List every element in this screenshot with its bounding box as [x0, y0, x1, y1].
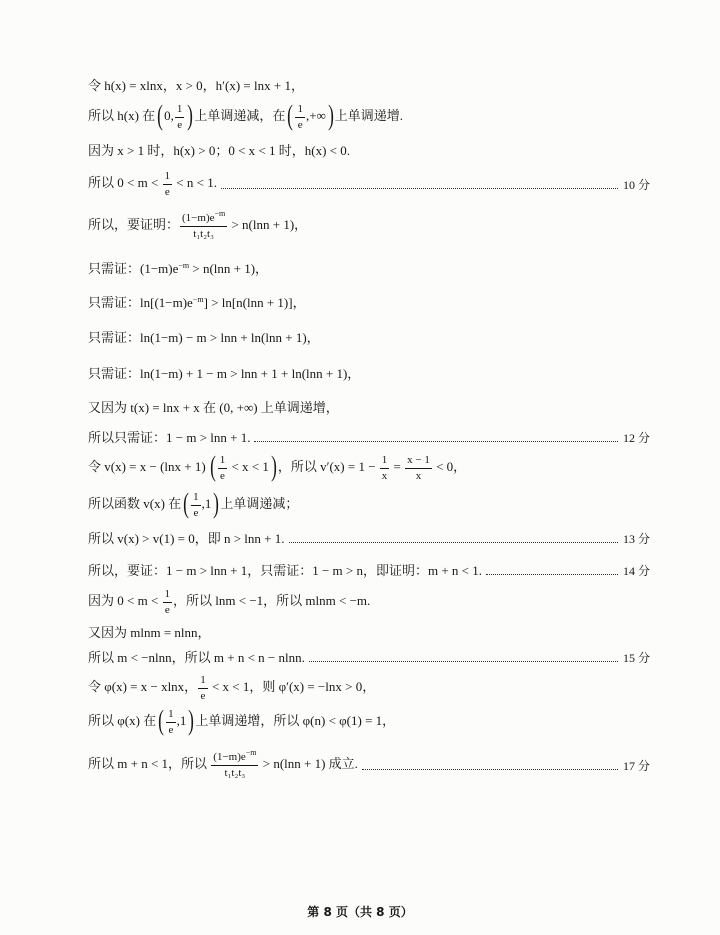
line-text: ，所以 v′(x) = 1 −	[277, 458, 379, 474]
fraction-numerator: 1	[380, 454, 390, 469]
score-label: 15 分	[622, 650, 650, 665]
line-text: ,1	[176, 712, 187, 728]
solution-line-16	[88, 587, 650, 617]
solution-line-13	[88, 490, 650, 520]
line-content	[88, 331, 320, 344]
line-content	[88, 208, 308, 240]
line-text: 上单调递增.	[334, 107, 404, 123]
fraction-numerator: 1	[166, 708, 176, 723]
fraction-numerator: 1	[198, 674, 208, 689]
solution-line-1	[88, 70, 650, 100]
dot-leader	[221, 188, 618, 189]
fraction-denominator: e	[164, 185, 170, 198]
line-content	[88, 144, 350, 157]
line-text: ,1	[201, 495, 212, 511]
fraction-denominator: e	[200, 689, 206, 702]
line-text: > n(lnn + 1)，	[228, 216, 308, 232]
fraction	[166, 708, 176, 736]
dot-leader	[362, 769, 618, 770]
line-text: 只需证：ln(1−m) − m > lnn + ln(lnn + 1)，	[88, 329, 320, 345]
line-text: 所以，要证明：	[88, 216, 180, 232]
line-content	[88, 367, 360, 380]
fraction-denominator: e	[193, 506, 199, 519]
solution-line-5	[88, 208, 650, 241]
line-text: 上单调递增，所以 φ(n) < φ(1) = 1，	[195, 712, 396, 728]
line-text: 令 φ(x) = x − xlnx，	[88, 678, 198, 694]
big-paren-right: )	[188, 705, 195, 737]
line-content	[88, 564, 482, 577]
big-paren-right: )	[187, 100, 194, 132]
line-text: 令 v(x) = x − (lnx + 1)	[88, 458, 206, 474]
line-text: 只需证：ln(1−m) + 1 − m > lnn + 1 + ln(lnn + 1)，	[88, 365, 361, 381]
fraction-denominator: e	[164, 603, 170, 616]
solution-line-19	[88, 673, 650, 703]
fraction-numerator	[211, 747, 258, 766]
fraction	[163, 170, 173, 198]
dot-leader	[309, 661, 618, 662]
line-text: =	[390, 458, 405, 474]
big-paren-right: )	[270, 451, 277, 483]
solution-line-10	[88, 392, 650, 422]
solution-line-6	[88, 253, 650, 283]
line-text: 上单调递减，在	[194, 107, 286, 123]
fraction-numerator: 1	[295, 103, 305, 118]
exponent: −m	[192, 294, 204, 304]
fraction-numerator: 1	[218, 454, 228, 469]
dot-leader	[486, 574, 618, 575]
big-paren-left: (	[287, 100, 294, 132]
line-content	[88, 451, 467, 483]
line-text: 0,	[164, 107, 174, 123]
line-text: 令 h(x) = xlnx，x > 0，h′(x) = lnx + 1，	[88, 77, 304, 93]
line-text: 所以 m < −nlnn，所以 m + n < n − nlnn.	[88, 649, 305, 665]
score-label: 17 分	[622, 758, 650, 773]
dot-leader	[289, 542, 618, 543]
line-text: > n(lnn + 1) 成立.	[259, 755, 358, 771]
line-content	[88, 626, 211, 639]
fraction	[191, 491, 201, 519]
line-text: 又因为 mlnm = nlnn，	[88, 624, 211, 640]
line-content	[88, 401, 339, 414]
line-content	[88, 651, 305, 664]
fraction	[380, 454, 390, 482]
fraction	[218, 454, 228, 482]
fraction-numerator	[180, 208, 227, 227]
line-content	[88, 588, 370, 616]
line-text: 又因为 t(x) = lnx + x 在 (0, +∞) 上单调递增，	[88, 399, 339, 415]
solution-line-11	[88, 422, 650, 452]
fraction	[175, 103, 185, 131]
fraction-denominator: e	[177, 118, 183, 131]
exponent: −m	[178, 260, 190, 270]
fraction-numerator: x − 1	[405, 454, 432, 469]
fraction	[211, 747, 258, 779]
solution-line-2	[88, 102, 650, 132]
fraction-numerator: 1	[163, 170, 173, 185]
line-content	[88, 532, 285, 545]
line-content	[88, 705, 396, 737]
line-content	[88, 431, 250, 444]
line-text: ,+∞	[305, 107, 326, 123]
solution-line-8	[88, 322, 650, 352]
numerator-text: (1−m)e	[213, 750, 246, 763]
big-paren-right: )	[213, 488, 220, 520]
line-content	[88, 674, 375, 702]
big-paren-left: (	[157, 100, 164, 132]
solution-line-4	[88, 169, 650, 199]
fraction	[163, 588, 173, 616]
page-footer: 第 8 页（共 8 页）	[307, 905, 413, 919]
line-content	[88, 100, 404, 132]
fraction	[198, 674, 208, 702]
line-text: < n < 1.	[173, 174, 217, 190]
line-content	[88, 262, 268, 275]
line-text: 所以 v(x) > v(1) = 0，即 n > lnn + 1.	[88, 530, 285, 546]
line-text: 所以 m + n < 1，所以	[88, 755, 211, 771]
numerator-text: (1−m)e	[182, 211, 215, 224]
score-label: 13 分	[622, 531, 650, 546]
fraction-denominator: x	[381, 469, 388, 482]
line-text: 只需证：ln[(1−m)e	[88, 294, 193, 310]
solution-line-7	[88, 287, 650, 317]
big-paren-right: )	[327, 100, 334, 132]
fraction	[405, 454, 432, 482]
fraction-denominator: e	[297, 118, 303, 131]
solution-line-12	[88, 453, 650, 483]
fraction	[180, 208, 227, 240]
line-text: 所以函数 v(x) 在	[88, 495, 182, 511]
fraction-denominator: e	[168, 723, 174, 736]
score-label: 14 分	[622, 563, 650, 578]
line-text: 所以 φ(x) 在	[88, 712, 157, 728]
line-text: ，所以 lnm < −1，所以 mlnm < −m.	[173, 592, 371, 608]
solution-line-9	[88, 358, 650, 388]
fraction-numerator: 1	[175, 103, 185, 118]
solution-line-15	[88, 555, 650, 585]
fraction	[295, 103, 305, 131]
big-paren-left: (	[209, 451, 216, 483]
line-text: 所以，要证：1 − m > lnn + 1，只需证：1 − m > n，即证明：m + n < 1.	[88, 562, 483, 578]
line-text: < x < 1	[228, 458, 269, 474]
line-content	[88, 79, 304, 92]
line-text: 因为 x > 1 时，h(x) > 0；0 < x < 1 时，h(x) < 0.	[88, 142, 350, 158]
fraction-numerator: 1	[191, 491, 201, 506]
line-content	[88, 296, 306, 309]
score-label: 12 分	[622, 430, 650, 445]
line-content	[88, 488, 299, 520]
solution-line-18	[88, 642, 650, 672]
line-content	[88, 747, 358, 779]
fraction-denominator: t₁t₂t₃	[193, 227, 214, 240]
line-text: 只需证：(1−m)e	[88, 260, 179, 276]
line-content	[88, 170, 217, 198]
dot-leader	[254, 441, 618, 442]
big-paren-left: (	[158, 705, 165, 737]
line-text: < x < 1，则 φ′(x) = −lnx > 0，	[208, 678, 376, 694]
numerator-exponent: −m	[214, 208, 226, 218]
solution-line-21	[88, 747, 650, 780]
fraction-denominator: e	[219, 469, 225, 482]
fraction-denominator: t₁t₂t₃	[224, 766, 246, 779]
solution-line-14	[88, 523, 650, 553]
fraction-denominator: x	[415, 469, 422, 482]
line-text: 所以 0 < m <	[88, 174, 162, 190]
line-text: ] > ln[n(lnn + 1)]，	[203, 294, 306, 310]
score-label: 10 分	[622, 177, 650, 192]
solution-line-3	[88, 135, 650, 165]
numerator-exponent: −m	[245, 747, 257, 757]
line-text: > n(lnn + 1)，	[189, 260, 269, 276]
line-text: 所以 h(x) 在	[88, 107, 156, 123]
line-text: 所以只需证：1 − m > lnn + 1.	[88, 429, 251, 445]
solution-line-20	[88, 707, 650, 737]
fraction-numerator: 1	[163, 588, 173, 603]
line-text: < 0，	[432, 458, 467, 474]
line-text: 因为 0 < m <	[88, 592, 162, 608]
line-text: 上单调递减；	[220, 495, 299, 511]
big-paren-left: (	[183, 488, 190, 520]
